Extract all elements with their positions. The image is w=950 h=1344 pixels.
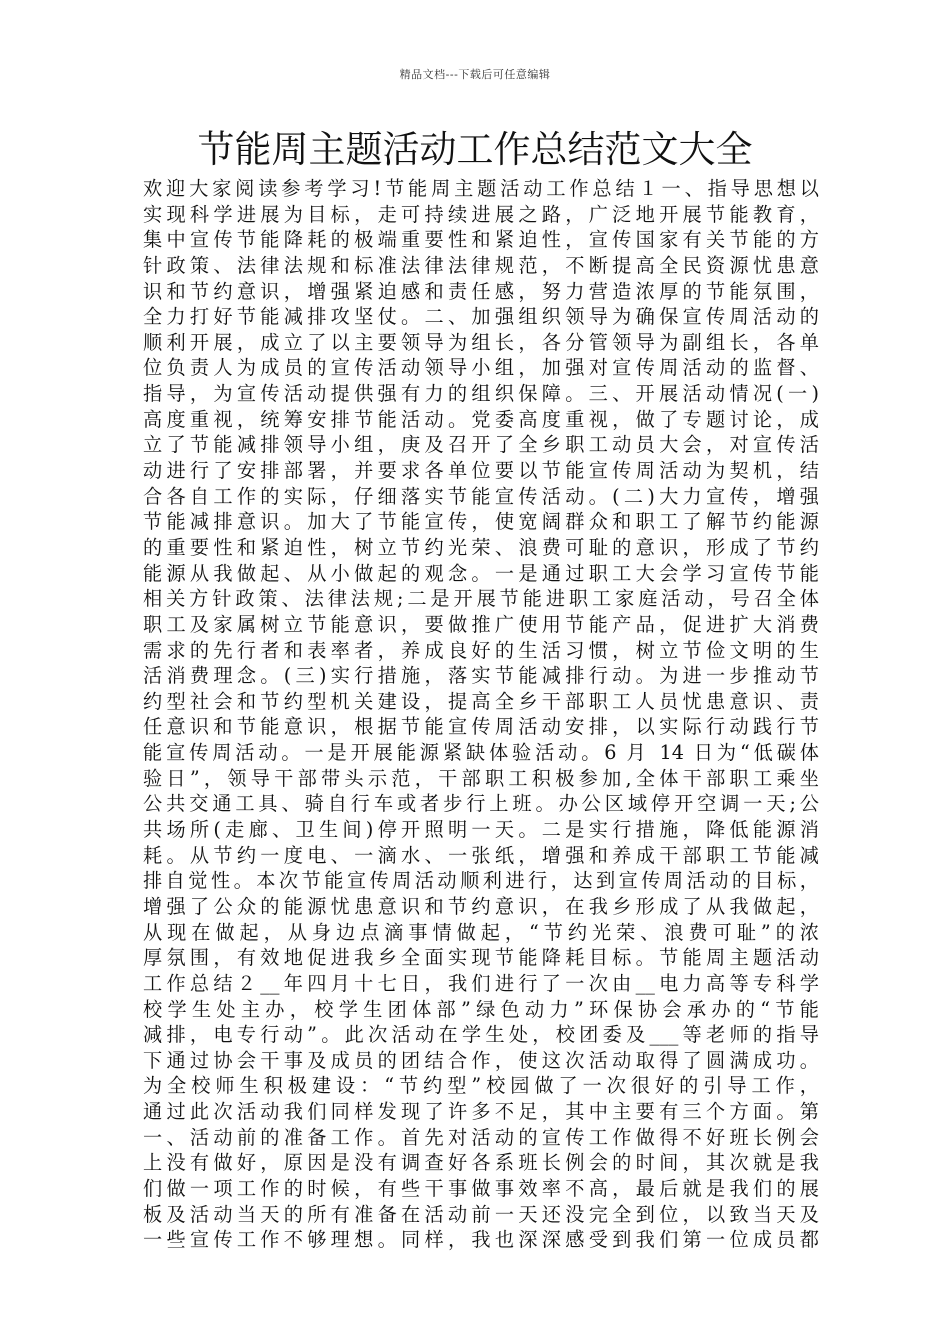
body-line: 活消费理念。(三)实行措施，落实节能减排行动。为进一步推动节 (143, 664, 819, 688)
body-line: 们做一项工作的时候，有些干事做事效率不高，最后就是我们的展 (143, 1176, 819, 1200)
body-line: 能宣传周活动。一是开展能源紧缺体验活动。6 月 14 日为“低碳体 (143, 741, 819, 765)
body-line: 上没有做好，原因是没有调查好各系班长例会的时间，其次就是我 (143, 1151, 819, 1175)
document-title: 节能周主题活动工作总结范文大全 (197, 128, 753, 171)
body-line: 相关方针政策、法律法规;二是开展节能进职工家庭活动，号召全体 (143, 587, 819, 611)
body-line: 职工及家属树立节能意识，要做推广使用节能产品，促进扩大消费 (143, 612, 819, 636)
body-line: 实现科学进展为目标，走可持续进展之路，广泛地开展节能教育， (143, 202, 819, 226)
body-line: 减排，电专行动”。此次活动在学生处，校团委及___等老师的指导 (143, 1023, 819, 1047)
document-body (143, 176, 819, 1253)
body-line: 排自觉性。本次节能宣传周活动顺利进行，达到宣传周活动的目标， (143, 869, 819, 893)
body-line: 工作总结２__年四月十七日，我们进行了一次由__电力高等专科学 (143, 971, 819, 995)
body-line: 欢迎大家阅读参考学习!节能周主题活动工作总结１一、指导思想以 (143, 177, 819, 200)
body-line: 通过此次活动我们同样发现了许多不足，其中主要有三个方面。第 (143, 1100, 819, 1124)
body-line: 共场所(走廊、卫生间)停开照明一天。二是实行措施，降低能源消 (143, 818, 819, 842)
body-line: 高度重视，统筹安排节能活动。党委高度重视，做了专题讨论，成 (143, 407, 819, 431)
body-line: 一些宣传工作不够理想。同样，我也深深感受到我们第一位成员都 (143, 1228, 819, 1252)
body-line: 增强了公众的能源忧患意识和节约意识，在我乡形成了从我做起， (143, 894, 819, 918)
body-line: 针政策、法律法规和标准法律法律规范，不断提高全民资源忧患意 (143, 253, 819, 277)
body-line: 立了节能减排领导小组，庚及召开了全乡职工动员大会，对宣传活 (143, 433, 819, 457)
body-line: 下通过协会干事及成员的团结合作，使这次活动取得了圆满成功。 (143, 1048, 819, 1072)
page-header-note: 精品文档---下载后可任意编辑 (399, 68, 551, 81)
body-line: 板及活动当天的所有准备在活动前一天还没完全到位，以致当天及 (143, 1202, 819, 1226)
body-line: 从现在做起，从身边点滴事情做起，“节约光荣、浪费可耻”的浓 (143, 920, 819, 944)
body-line: 顺利开展，成立了以主要领导为组长，各分管领导为副组长，各单 (143, 330, 819, 354)
body-line: 动进行了安排部署，并要求各单位要以节能宣传周活动为契机，结 (143, 459, 819, 483)
body-line: 约型社会和节约型机关建设，提高全乡干部职工人员忧患意识、责 (143, 689, 819, 713)
body-line: 的重要性和紧迫性，树立节约光荣、浪费可耻的意识，形成了节约 (143, 535, 819, 559)
body-line: 全力打好节能减排攻坚仗。二、加强组织领导为确保宣传周活动的 (143, 305, 819, 329)
body-line: 合各自工作的实际，仔细落实节能宣传活动。(二)大力宣传，增强 (143, 484, 819, 508)
body-line: 校学生处主办，校学生团体部”绿色动力”环保协会承办的“节能 (143, 997, 819, 1021)
body-line: 公共交通工具、骑自行车或者步行上班。办公区域停开空调一天;公 (143, 792, 819, 816)
body-line: 耗。从节约一度电、一滴水、一张纸，增强和养成干部职工节能减 (143, 843, 819, 867)
body-line: 验日”，领导干部带头示范，干部职工积极参加,全体干部职工乘坐 (143, 766, 819, 790)
body-line: 任意识和节能意识，根据节能宣传周活动安排，以实际行动践行节 (143, 715, 819, 739)
body-line: 指导，为宣传活动提供强有力的组织保障。三、开展活动情况(一) (143, 382, 819, 406)
body-line: 集中宣传节能降耗的极端重要性和紧迫性，宣传国家有关节能的方 (143, 228, 819, 252)
body-line: 识和节约意识，增强紧迫感和责任感，努力营造浓厚的节能氛围， (143, 279, 819, 303)
body-line: 一、活动前的准备工作。首先对活动的宣传工作做得不好班长例会 (143, 1125, 819, 1149)
body-line: 能源从我做起、从小做起的观念。一是通过职工大会学习宣传节能 (143, 561, 819, 585)
body-line: 为全校师生积极建设：“节约型”校园做了一次很好的引导工作， (143, 1074, 819, 1098)
body-line: 厚氛围，有效地促进我乡全面实现节能降耗目标。节能周主题活动 (143, 946, 819, 970)
body-line: 节能减排意识。加大了节能宣传，使宽阔群众和职工了解节约能源 (143, 510, 819, 534)
body-line: 需求的先行者和表率者，养成良好的生活习惯，树立节俭文明的生 (143, 638, 819, 662)
body-line: 位负责人为成员的宣传活动领导小组，加强对宣传周活动的监督、 (143, 356, 819, 380)
